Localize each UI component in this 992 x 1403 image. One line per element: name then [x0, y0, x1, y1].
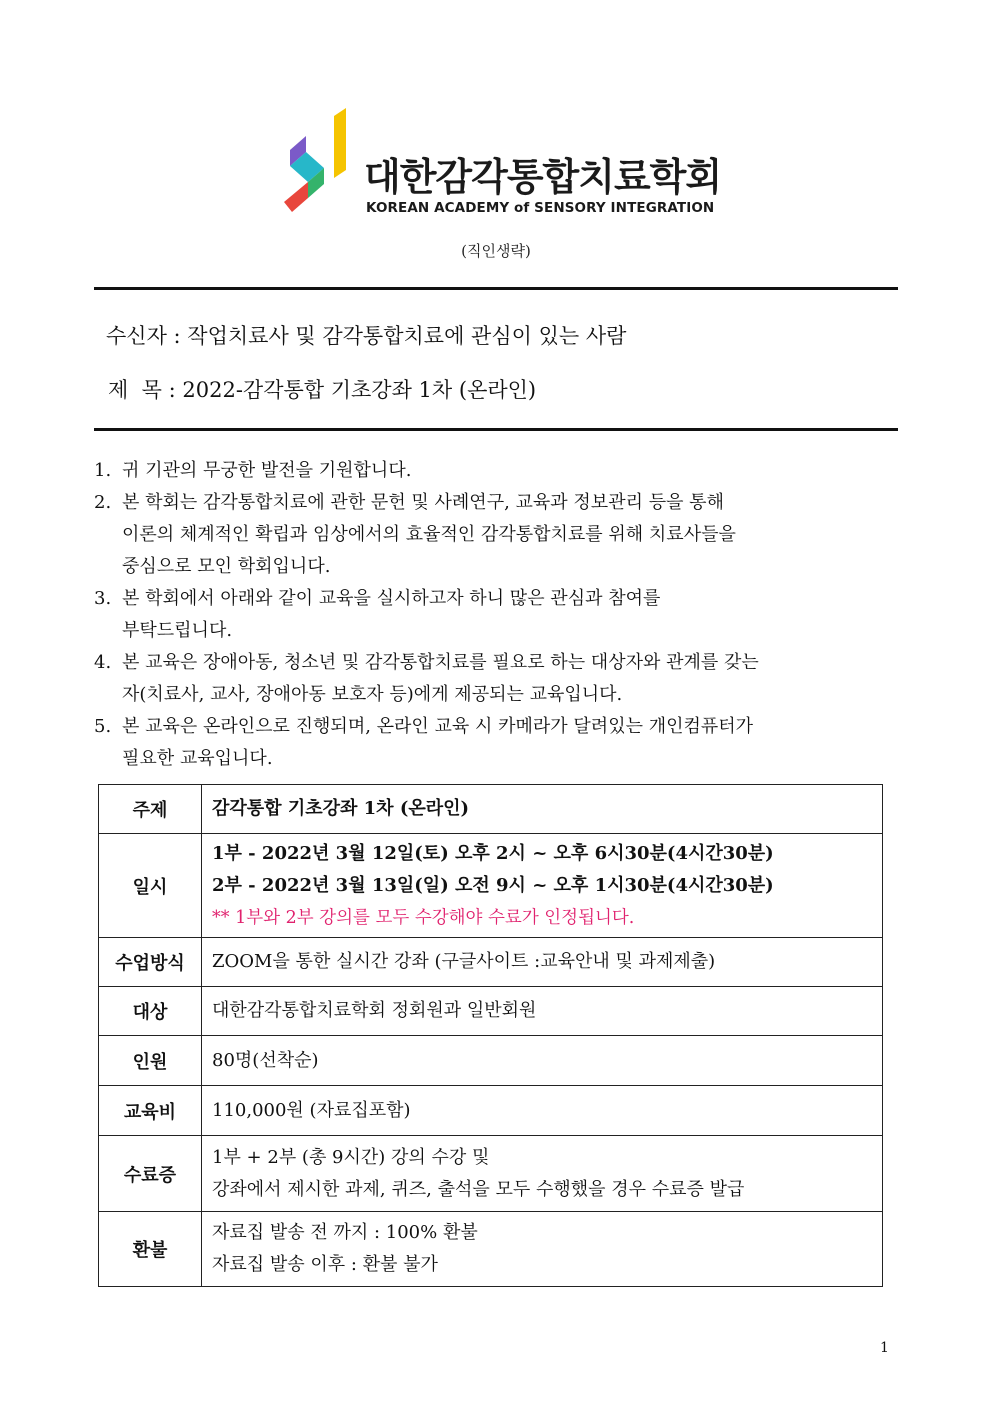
item-line: 이론의 체계적인 확립과 임상에서의 효율적인 감각통합치료를 위해 치료사들을 — [122, 524, 736, 545]
list-item — [94, 711, 904, 775]
topic-value: 감각통합 기초강좌 1차 (온라인) — [202, 785, 883, 834]
method-value: ZOOM을 통한 실시간 강좌 (구글사이트 :교육안내 및 과제제출) — [202, 938, 883, 987]
refund-line2: 자료집 발송 이후 : 환불 불가 — [212, 1254, 438, 1275]
recipient-label: 수신자 : — [106, 324, 181, 348]
capacity-label: 인원 — [99, 1036, 202, 1086]
subject-value: 2022-감각통합 기초강좌 1차 (온라인) — [182, 378, 537, 402]
table-row — [99, 785, 883, 834]
schedule-part1: 1부 - 2022년 3월 12일(토) 오후 2시 ~ 오후 6시30분(4시간30분) — [212, 842, 774, 864]
capacity-value: 80명(선착순) — [202, 1036, 883, 1086]
body-paragraphs — [94, 455, 904, 775]
subject-label: 제 목 : — [108, 378, 176, 402]
academy-logo — [280, 106, 720, 218]
certificate-line1: 1부 + 2부 (총 9시간) 강의 수강 및 — [212, 1146, 490, 1168]
fee-label: 교육비 — [99, 1086, 202, 1136]
seal-omitted-note: (직인생략) — [461, 242, 531, 260]
item-line: 필요한 교육입니다. — [122, 748, 273, 769]
table-row — [99, 938, 883, 987]
item-line: 본 학회에서 아래와 같이 교육을 실시하고자 하니 많은 관심과 참여를 — [122, 588, 661, 609]
method-label: 수업방식 — [99, 938, 202, 987]
schedule-part2: 2부 - 2022년 3월 13일(일) 오전 9시 ~ 오후 1시30분(4시간30분) — [212, 874, 774, 896]
list-item — [94, 455, 904, 487]
table-row — [99, 1212, 883, 1287]
certificate-line2: 강좌에서 제시한 과제, 퀴즈, 출석을 모두 수행했을 경우 수료증 발급 — [212, 1178, 745, 1200]
academy-logo-mark-icon — [280, 106, 352, 218]
item-line: 부탁드립니다. — [122, 620, 233, 641]
item-number: 4. — [94, 652, 112, 673]
schedule-label: 일시 — [99, 834, 202, 938]
page-number: 1 — [880, 1340, 889, 1356]
item-line: 본 교육은 장애아동, 청소년 및 감각통합치료를 필요로 하는 대상자와 관계를 갖는 — [122, 652, 759, 673]
recipient-value: 작업치료사 및 감각통합치료에 관심이 있는 사람 — [187, 324, 627, 348]
item-line: 본 교육은 온라인으로 진행되며, 온라인 교육 시 카메라가 달려있는 개인컴퓨터가 — [122, 716, 754, 737]
item-number: 5. — [94, 716, 112, 737]
item-number: 3. — [94, 588, 112, 609]
certificate-cell — [202, 1136, 883, 1212]
schedule-note: ** 1부와 2부 강의를 모두 수강해야 수료가 인정됩니다. — [212, 907, 635, 928]
bottom-divider — [94, 428, 898, 431]
refund-line1: 자료집 발송 전 까지 : 100% 환불 — [212, 1222, 478, 1243]
refund-label: 환불 — [99, 1212, 202, 1287]
schedule-cell — [202, 834, 883, 938]
table-row — [99, 1136, 883, 1212]
table-row — [99, 1086, 883, 1136]
item-line: 귀 기관의 무궁한 발전을 기원합니다. — [122, 460, 412, 481]
table-row — [99, 834, 883, 938]
item-line: 본 학회는 감각통합치료에 관한 문헌 및 사례연구, 교육과 정보관리 등을 통해 — [122, 492, 724, 513]
academy-name-english: KOREAN ACADEMY of SENSORY INTEGRATION — [366, 200, 715, 216]
target-label: 대상 — [99, 987, 202, 1036]
list-item — [94, 647, 904, 711]
item-line: 중심으로 모인 학회입니다. — [122, 556, 331, 577]
target-value: 대한감각통합치료학회 정회원과 일반회원 — [202, 987, 883, 1036]
list-item — [94, 583, 904, 647]
certificate-label: 수료증 — [99, 1136, 202, 1212]
refund-cell — [202, 1212, 883, 1287]
recipient-line — [106, 320, 626, 350]
course-info-table — [98, 784, 883, 1287]
topic-label: 주제 — [99, 785, 202, 834]
item-number: 1. — [94, 460, 112, 481]
academy-name-korean: 대한감각통합치료학회 — [364, 155, 722, 199]
table-row — [99, 987, 883, 1036]
subject-line — [108, 374, 536, 404]
item-number: 2. — [94, 492, 112, 513]
fee-value: 110,000원 (자료집포함) — [202, 1086, 883, 1136]
table-row — [99, 1036, 883, 1086]
item-line: 자(치료사, 교사, 장애아동 보호자 등)에게 제공되는 교육입니다. — [122, 684, 623, 705]
top-divider — [94, 287, 898, 290]
list-item — [94, 487, 904, 583]
